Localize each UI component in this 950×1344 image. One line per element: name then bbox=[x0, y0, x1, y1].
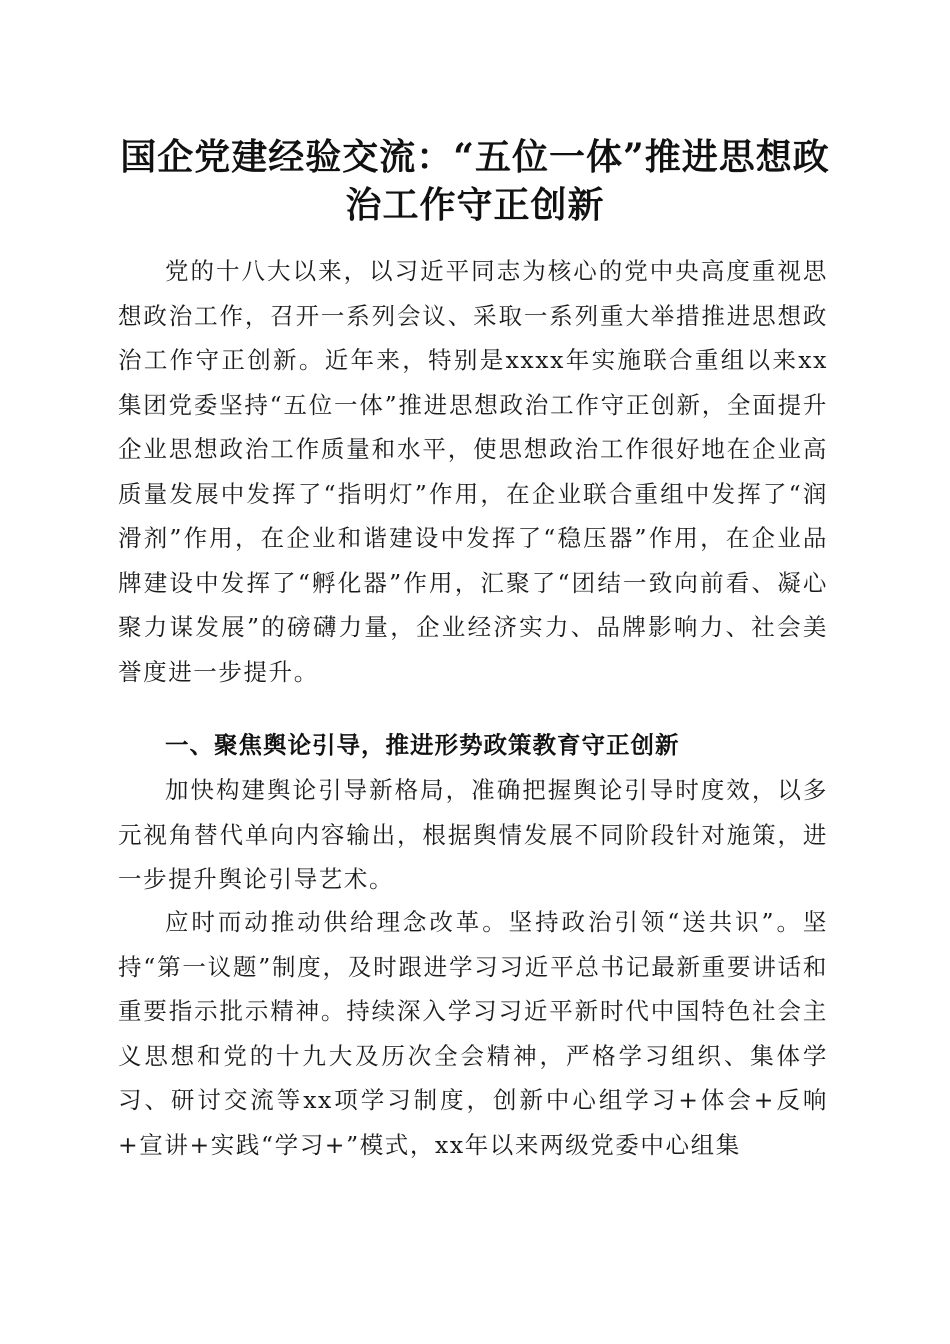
section-heading-1: 一、聚焦舆论引导，推进形势政策教育守正创新 bbox=[165, 731, 680, 759]
intro-paragraph: 党的十八大以来，以习近平同志为核心的党中央高度重视思想政治工作，召开一系列会议、采取一系列重大举措推进思想政治工作守正创新。近年来，特别是xxxx年实施联合重组以来xx集团党委坚持“五位一体”推进思想政治工作守正创新，全面提升企业思想政治工作质量和水平，使思想政治工作很好地在企业高质量发展中发挥了“指明灯”作用，在企业联合重组中发挥了“润滑剂”作用，在企业和谐建设中发挥了“稳压器”作用，在企业品牌建设中发挥了“孵化器”作用，汇聚了“团结一致向前看、凝心聚力谋发展”的磅礴力量，企业经济实力、品牌影响力、社会美誉度进一步提升。 bbox=[118, 257, 828, 686]
section-1-paragraph-1: 加快构建舆论引导新格局，准确把握舆论引导时度效，以多元视角替代单向内容输出，根据舆情发展不同阶段针对施策，进一步提升舆论引导艺术。 bbox=[118, 776, 828, 893]
document-title: 国企党建经验交流：“五位一体”推进思想政治工作守正创新 bbox=[120, 136, 830, 226]
section-1-paragraph-2: 应时而动推动供给理念改革。坚持政治引领“送共识”。坚持“第一议题”制度，及时跟进学习习近平总书记最新重要讲话和重要指示批示精神。持续深入学习习近平新时代中国特色社会主义思想和党的十九大及历次全会精神，严格学习组织、集体学习、研讨交流等xx项学习制度，创新中心组学习+体会+反响+宣讲+实践“学习+”模式，xx年以来两级党委中心组集 bbox=[118, 908, 828, 1159]
